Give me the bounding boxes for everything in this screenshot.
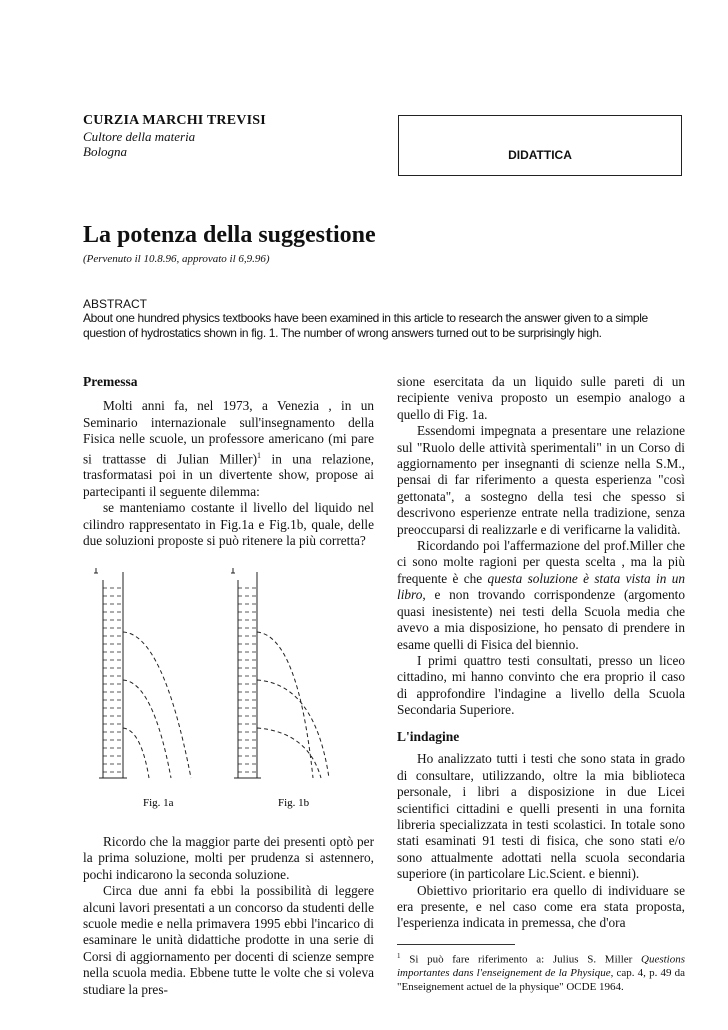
section-heading-indagine: L'indagine (397, 729, 460, 744)
section-label: DIDATTICA (508, 148, 572, 162)
author-city: Bologna (83, 144, 128, 159)
paragraph: Ricordando poi l'affermazione del prof.Miller che ci sono molte ragioni per questa scelta , ma la più frequente è che questa soluzione è stata vista in un libro, e non trovando corrispondenze (argomento quasi inesistente) nei testi della Scuola media che avevo a mia disposizione, ho pensato di prendere in esame quelli di Fisica del biennio. (397, 538, 685, 652)
paragraph: se manteniamo costante il livello del liquido nel cilindro rappresentato in Fig.1a e Fig.1b, quale, delle due soluzioni proposte si può ritenere la più corretta? (83, 500, 374, 549)
article-title: La potenza della suggestione (83, 222, 376, 248)
cylinder-fig-1b (231, 568, 329, 778)
section-box (398, 115, 682, 176)
received-date: (Pervenuto il 10.8.96, approvato il 6,9.96) (83, 253, 270, 265)
author-name: CURZIA MARCHI TREVISI (83, 113, 266, 128)
paragraph: Ho analizzato tutti i testi che sono stata in grado di consultare, utilizzando, oltre la mia biblioteca personale, i libri a disposizione in due Licei scientifici cittadini e quelli presenti in una fornita libreria specializzata in testi scolastici. In totale sono stati esaminati 91 testi di fisica, che sono stati e/o sono attualmente adottati nella scuola secondaria superiore (in particolare Lic.Scient. e bienni). (397, 751, 685, 882)
section-heading-premessa: Premessa (83, 374, 138, 389)
abstract-heading: ABSTRACT (83, 297, 148, 311)
paragraph: Ricordo che la maggior parte dei presenti optò per la prima soluzione, molti per prudenza si astennero, pochi indicarono la seconda soluzione. (83, 834, 374, 882)
right-column-top (397, 374, 685, 719)
left-column-top (83, 374, 374, 549)
fig-1a-caption: Fig. 1a (143, 797, 174, 809)
right-column-bottom (397, 729, 685, 932)
paragraph: I primi quattro testi consultati, presso un liceo cittadino, mi hanno convinto che era proprio il caso di approfondire l'indagine a livello della Scuola Secondaria Superiore. (397, 652, 685, 718)
left-column-bottom (83, 834, 374, 998)
paragraph: Obiettivo prioritario era quello di individuare se era presente, e nel caso come era stata proposta, l'esperienza indicata in premessa, che d'ora (397, 882, 685, 931)
cylinder-fig-1a (94, 568, 191, 778)
paragraph: Molti anni fa, nel 1973, a Venezia , in un Seminario internazionale sull'insegnamento della Fisica nelle scuole, un professore americano (mi pare si trattasse di Julian Miller)$^1$ in una relazione, trasformatasi poi in un divertente show, propose ai partecipanti il seguente dilemma: (83, 398, 375, 499)
footnote-rule (397, 944, 515, 945)
fig-1b-caption: Fig. 1b (278, 797, 310, 809)
author-affiliation: Cultore della materia (83, 129, 196, 144)
abstract-text: About one hundred physics textbooks have been examined in this article to research the answer given to a simple question of hydrostatics shown in fig. 1. The number of wrong answers turned out to be surprisingly high. (83, 311, 648, 340)
paragraph: sione esercitata da un liquido sulle pareti di un recipiente veniva proposto un esempio analogo a quello di Fig. 1a. (397, 374, 685, 422)
footnote-ref: 1 (257, 450, 262, 460)
figure-1 (83, 562, 374, 814)
paragraph: Essendomi impegnata a presentare une relazione sul "Ruolo delle attività sperimentali" in un Corso di aggiornamento per insegnanti di scienze nella S.M., pensai di far riferimento a questa esperienza "così gettonata", a sostegno della tesi che spesso si descrivono esperienze entrate nella tradizione, senza preoccuparsi di realizzarle e di verificarne la validità. (397, 423, 685, 537)
paragraph: Circa due anni fa ebbi la possibilità di leggere alcuni lavori presentati a un concorso da studenti delle scuole medie e nella primavera 1995 ebbi l'incarico di esaminare le unità didattiche prodotte in una serie di Corsi di aggiornamento per docenti di scienze sempre nella scuola media. Ebbene tutte le volte che si voleva studiare la pres- (83, 883, 374, 997)
footnote: $^1$ Si può fare riferimento a: Julius S. Miller Questions importantes dans l'enseignement de la Physique, cap. 4, p. 49 da "Enseignement actuel de la physique" OCDE 1964. (397, 952, 685, 993)
